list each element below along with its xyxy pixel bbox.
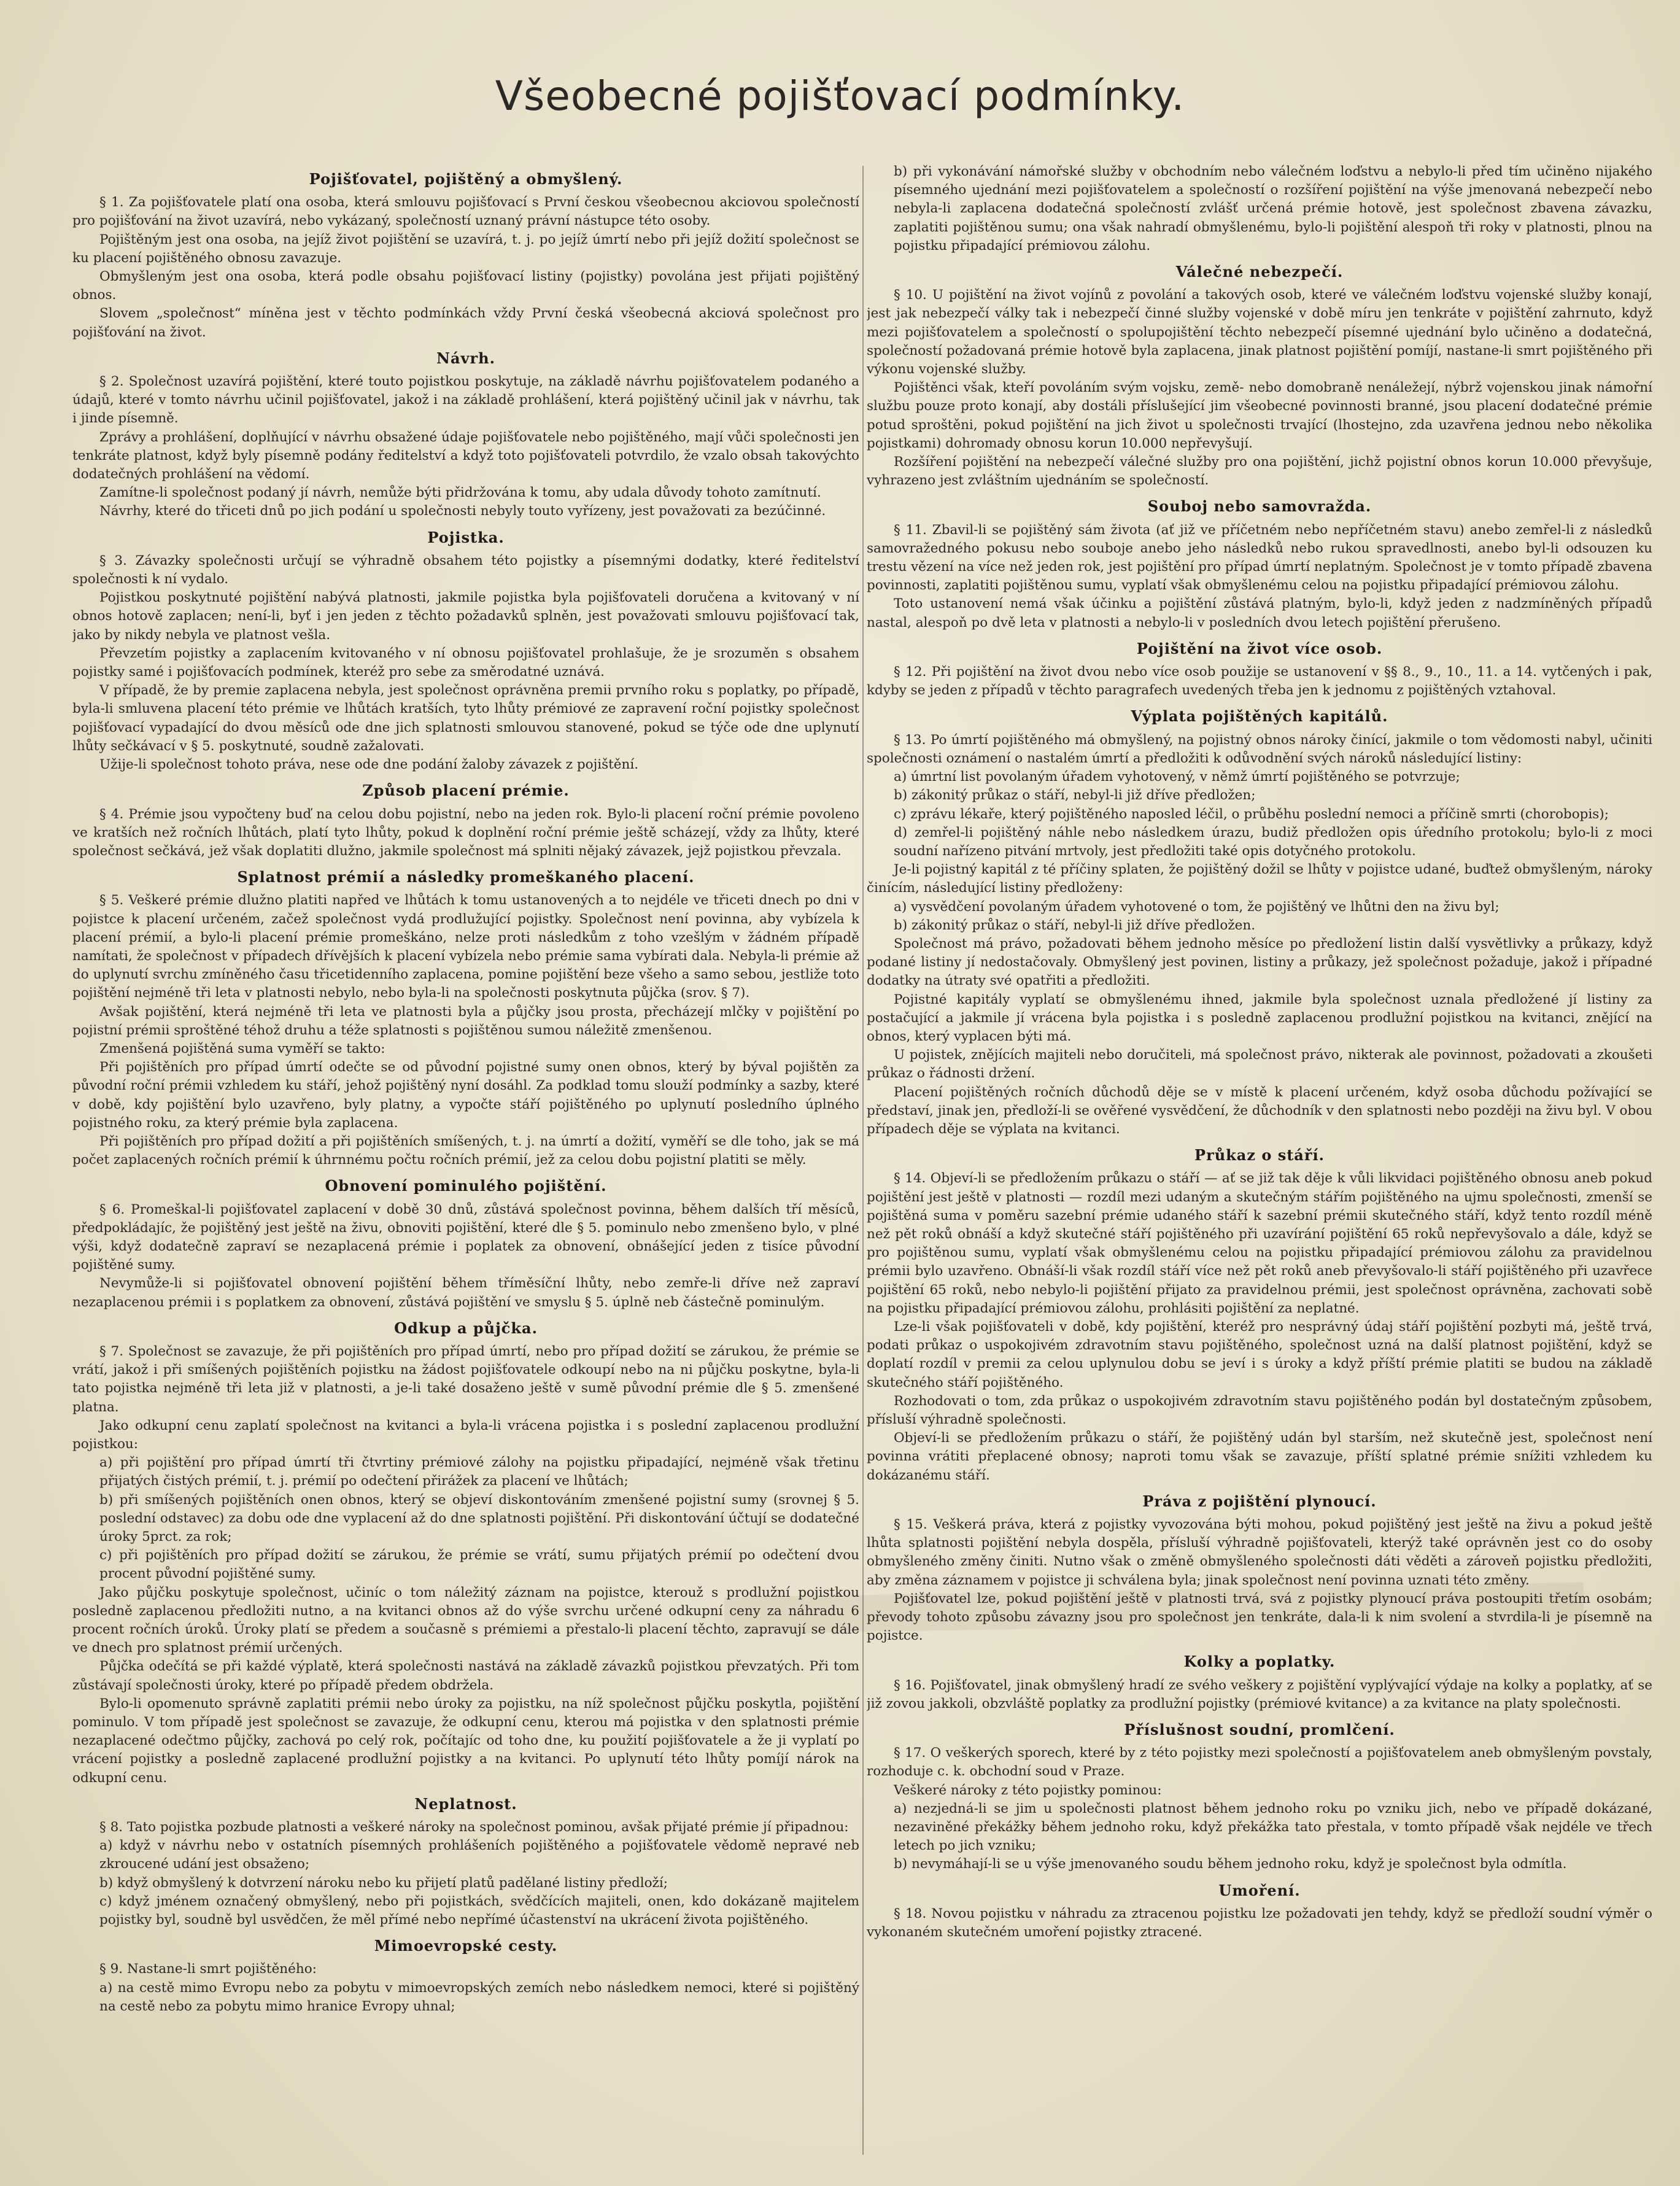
paragraph: Jako půjčku poskytuje společnost, učiníc o tom náležitý záznam na pojistce, kterouž s prodlužní pojistkou posledně zaplacenou předložiti nutno, a na kvitanci obnos až do výše svrchu určené odkupní ceny za náhradu 6 procent ročních úroků. Úroky platí se předem a současně s prémiemi a přestalo-li placení těchto, zapravují se dále ve dnech pro splatnost prémií určených. — [72, 1584, 859, 1656]
paragraph: § 2. Společnost uzavírá pojištění, které touto pojistkou poskytuje, na základě návrhu pojišťovatelem podaného a údajů, které v tomto návrhu učinil pojišťovatel, jakož i na základě prohlášení, která pojištěný učinil jak v návrhu, tak i jinde písemně. — [72, 374, 859, 427]
paragraph: Převzetím pojistky a zaplacením kvitovaného v ní obnosu pojišťovatel prohlašuje, že je srozuměn s obsahem pojistky samé i pojišťovacích podmínek, kteréž pro sebe za směrodatné uznává. — [72, 645, 859, 680]
paragraph: Pojistné kapitály vyplatí se obmyšlenému ihned, jakmile byla společnost uznala předložené jí listiny za postačující a jakmile jí vrácena byla pojistka i s posledně zaplacenou prodlužní pojistkou na kvitanci, znějící na obnos, který vyplacen býti má. — [867, 991, 1652, 1044]
paragraph: Lze-li však pojišťovateli v době, kdy pojištění, kteréž pro nesprávný údaj stáří pojištění pozbyti má, ještě trvá, podati průkaz o uspokojivém zdravotním stavu pojištěného, společnost uzná na další platnost pojištění, když se doplatí rozdíl v premii za celou uplynulou dobu se jeví i s úroky a když příští prémie platiti se budou na základě skutečného stáří pojištěného. — [867, 1319, 1652, 1390]
paragraph: Je-li pojistný kapitál z té příčiny splaten, že pojištěný dožil se lhůty v pojistce udané, buďtež obmyšleným, nároky činícím, následující listiny předloženy: — [867, 862, 1652, 896]
paragraph: Při pojištěních pro případ dožití a při pojištěních smíšených, t. j. na úmrtí a dožití, vyměří se dle toho, jak se má počet zaplacených ročních prémií k úhrnnému počtu ročních prémií, jež za celou dobu pojistní platiti se měly. — [72, 1133, 859, 1168]
section-heading: Návrh. — [436, 349, 495, 367]
list-item: b) zákonitý průkaz o stáří, nebyl-li již dříve předložen. — [894, 917, 1256, 933]
list-item: d) zemřel-li pojištěný náhle nebo následkem úrazu, budiž předložen opis úředního protokolu; bylo-li z moci soudní nařízeno pitvání mrtvoly, jest předložiti také opis dotyčného protokolu. — [894, 824, 1652, 859]
paragraph: § 5. Veškeré prémie dlužno platiti napřed ve lhůtách k tomu ustanovených a to nejdéle ve třiceti dnech po dni v pojistce k placení určeném, začež společnost vydá prodlužující pojistky. Společnost není povinna, aby vybízela k placení prémií, a bylo-li placení prémie promeškáno, nelze proti následkům z toho vzešlým v žádném případě namítati, že společnost v případech dřívějších k placení vybízela nebo prémie sama vybírati dala. Nebyla-li prémie až do uplynutí svrchu zmíněného času třicetidenního zaplacena, pomine pojištění beze všeho a samo sebou, jestliže toto pojištění nejméně tři leta v platnosti nebylo, nebo byla-li na společnosti poskytnuta půjčka (srov. § 7). — [72, 893, 859, 1001]
section-heading: Práva z pojištění plynoucí. — [1142, 1492, 1377, 1510]
paragraph: § 8. Tato pojistka pozbude platnosti a veškeré nároky na společnost pominou, avšak přijaté prémie jí připadnou: — [99, 1820, 849, 1835]
list-item: b) zákonitý průkaz o stáří, nebyl-li již dříve předložen; — [894, 788, 1256, 804]
column-divider — [862, 166, 864, 2155]
paragraph: § 14. Objeví-li se předložením průkazu o stáří — ať se již tak děje k vůli likvidaci pojištěného obnosu aneb pokud pojištění jest ještě v platnosti — rozdíl mezi udaným a skutečným stářím pojištěného na ujmu společnosti, zmenší se pojištěná suma v poměru sazební prémie udaného stáří k sazební prémii skutečného stáří, když tento rozdíl méně než pět roků obnáší a když skutečné stáří pojištěného při uzavírání pojištění 65 roků nepřevyšovalo a dále, když se pro pojištěnou sumu, vyplatí však obmyšlenému celou na pojistku připadající prémiovou zálohu za pravidelnou prémii bylo uzavřeno. Obnáší-li však rozdíl stáří více než pět roků aneb převyšovalo-li stáří pojištěného při uzavřece pojištění 65 roků, nebo nebylo-li pojištění přijato za pravidelnou prémii, jest společnost oprávněna, zachovati sobě na pojistku připadající prémiovou zálohu, prohlásiti pojištění za neplatné. — [867, 1171, 1652, 1316]
paragraph: § 9. Nastane-li smrt pojištěného: — [99, 1961, 317, 1977]
paragraph: § 1. Za pojišťovatele platí ona osoba, která smlouvu pojišťovací s První českou všeobecnou akciovou společností pro pojišťování na život uzavírá, nebo vykázaný, společností uznaný právní nástupce této osoby. — [72, 195, 859, 229]
list-item: a) na cestě mimo Evropu nebo za pobytu v mimoevropských zemích nebo následkem nemoci, které si pojištěný na cestě nebo za pobytu mimo hranice Evropy uhnal; — [99, 1980, 859, 2014]
section-heading: Obnovení pominulého pojištění. — [325, 1177, 607, 1195]
paragraph: Společnost má právo, požadovati během jednoho měsíce po předložení listin další vysvětlivky a průkazy, když podané listiny jí nedostačovaly. Obmyšlený jest povinen, listiny a průkazy, jež společnost požaduje, jakož i případné dodatky na útraty své opatřiti a předložiti. — [867, 936, 1652, 989]
paragraph: Užije-li společnost tohoto práva, nese ode dne podání žaloby závazek z pojištění. — [99, 757, 639, 773]
section-heading: Výplata pojištěných kapitálů. — [1131, 707, 1388, 726]
paragraph: Půjčka odečítá se při každé výplatě, která společnosti nastává na základě závazků pojistkou převzatých. Při tom zůstávají společnosti úroky, které po případě předem obdržela. — [72, 1659, 859, 1693]
section-heading: Pojištění na život více osob. — [1136, 639, 1383, 657]
list-item: c) při pojištěních pro případ dožití se zárukou, že prémie se vrátí, sumu přijatých prémií po odečtení dvou procent původní pojištěné sumy. — [99, 1548, 859, 1582]
list-item: a) při pojištění pro případ úmrtí tři čtvrtiny prémiové zálohy na pojistku připadající, nejméně však třetinu přijatých čistých prémií, t. j. prémií po odečtení přirážek za placení ve lhůtách; — [99, 1455, 859, 1489]
list-item: b) nevymáhají-li se u výše jmenovaného soudu během jednoho roku, když je společnost byla odmítla. — [894, 1856, 1567, 1872]
section-heading: Pojistka. — [427, 528, 505, 546]
paragraph: Veškeré nároky z této pojistky pominou: — [894, 1782, 1162, 1798]
paragraph: § 16. Pojišťovatel, jinak obmyšlený hradí ze svého veškery z pojištění vyplývající výdaje na kolky a poplatky, ať se již zovou jakkoli, obzvláště poplatky za prodlužní pojistky (prémiové kvitance) a za kvitance na platy společnosti. — [867, 1677, 1652, 1711]
paragraph: § 4. Prémie jsou vypočteny buď na celou dobu pojistní, nebo na jeden rok. Bylo-li placení roční prémie povoleno ve kratších než ročních lhůtách, platí tyto lhůty, pokud k doplnění roční prémie ještě scházejí, vždy za lhůty, které společnost sečkává, jež však doplatiti dlužno, jakmile společnost má splniti nějaký závazek, jejž pojistkou převzala. — [72, 806, 859, 859]
paragraph: Rozhodovati o tom, zda průkaz o uspokojivém zdravotním stavu pojištěného podán byl dostatečným způsobem, přísluší výhradně společnosti. — [867, 1393, 1652, 1427]
list-item: c) zprávu lékaře, který pojištěného naposled léčil, o průběhu poslední nemoci a příčině smrti (chorobopis); — [894, 806, 1609, 822]
paragraph: V případě, že by premie zaplacena nebyla, jest společnost oprávněna premii prvního roku s poplatky, po případě, byla-li smluvena placení této prémie ve lhůtách kratších, tyto lhůty prémiové ze zapravení roční pojistky společnost pojišťovací vypadající do dvou měsíců ode dne jich splatnosti smlouvou stanovené, pokud se týče ode dne uplynutí lhůty sečkávací v § 5. poskytnuté, soudně zažalovati. — [72, 683, 859, 754]
paragraph: § 12. Při pojištění na život dvou nebo více osob použije se ustanovení v §§ 8., 9., 10., 11. a 14. vytčených i pak, kdyby se jeden z případů v těchto paragrafech uvedených třeba jen k jednomu z pojištěných vztahoval. — [867, 664, 1652, 699]
paragraph: Zamítne-li společnost podaný jí návrh, nemůže býti přidržována k tomu, aby udala důvody tohoto zamítnutí. — [99, 485, 821, 501]
paragraph: Pojistkou poskytnuté pojištění nabývá platnosti, jakmile pojistka byla pojišťovateli doručena a kvitovaný v ní obnos hotově zaplacen; není-li, byť i jen jeden z těchto požadavků splněn, jest považovati smlouvu pojišťovací tak, jako by nikdy nebyla ve platnost vešla. — [72, 590, 859, 643]
paragraph: Bylo-li opomenuto správně zaplatiti prémii nebo úroky za pojistku, na níž společnost půjčku poskytla, pojištění pominulo. V tom případě jest společnost se zavazuje, že odkupní cenu, kterou má pojistka v den splatnosti prémie nezaplacené odečtmo půjčky, zachová po celý rok, počítajíc od toho dne, ku použití pojišťovatele a že ji vyplatí po vrácení pojistky a posledně zaplacené prodlužní pojistky a na kvitanci. Po uplynutí této lhůty pomíjí nárok na odkupní cenu. — [72, 1696, 859, 1786]
paragraph: § 3. Závazky společnosti určují se výhradně obsahem této pojistky a písemnými dodatky, které ředitelství společnosti k ní vydalo. — [72, 552, 859, 587]
section-heading: Umoření. — [1218, 1881, 1301, 1899]
list-item: a) když v návrhu nebo v ostatních písemných prohlášeních pojištěného a pojišťovatele vědomě nepravé neb zkroucené udání jest obsaženo; — [99, 1838, 859, 1872]
section-heading: Pojišťovatel, pojištěný a obmyšlený. — [309, 170, 623, 188]
paragraph: § 15. Veškerá práva, která z pojistky vyvozována býti mohou, pokud pojištěný jest ještě na živu a pokud ještě lhůta splatnosti pojištění nebyla dospěla, přísluší výhradně pojišťovateli, kterýž také oprávněn jest co do osoby obmyšleného změny činiti. Nutno však o změně obmyšleného společnosti dáti věděti a zároveň pojistku předložiti, aby změna záznamem v pojistce ji schválena byla; jinak společnost není povinna uznati této změny. — [867, 1517, 1652, 1588]
paragraph: Toto ustanovení nemá však účinku a pojištění zůstává platným, bylo-li, když jeden z nadzmíněných případů nastal, alespoň po dvě leta v platnosti a nebylo-li v posledních dvou letech pojištění přerušeno. — [867, 596, 1652, 630]
section-heading: Splatnost prémií a následky promeškaného placení. — [237, 868, 695, 886]
list-item: c) když jménem označený obmyšlený, nebo při pojistkách, svědčících majiteli, onen, kdo dokázaně majitelem pojistky byl, soudně byl usvědčen, že měl přímé nebo nepřímé účastenství na ukrácení života pojištěného. — [99, 1893, 859, 1928]
paragraph: Pojištěným jest ona osoba, na jejíž život pojištění se uzavírá, t. j. po jejíž úmrtí nebo při jejíž dožití společnost se ku placení pojištěného obnosu zavazuje. — [72, 231, 859, 266]
paragraph: Návrhy, které do třiceti dnů po jich podání u společnosti nebyly touto vyřízeny, jest považovati za bezúčinné. — [99, 503, 826, 519]
right-column — [867, 163, 1652, 2155]
paragraph: § 10. U pojištění na život vojínů z povolání a takových osob, které ve válečném loďstvu vojenské služby konají, jest jak nebezpečí války tak i nebezpečí činné služby vojenské v době míru jen tenkráte v pojištění zahrnuto, když mezi pojišťovatelem a společností o spolupojištění těchto nebezpečí písemné ujednání bylo učiněno a dodatečná, společností požadovaná prémie hotově byla zaplacena, jinak platnost pojištění pomíjí, nastane-li smrt pojištěného při výkonu vojenské služby. — [867, 287, 1652, 378]
paragraph: Avšak pojištění, která nejméně tři leta ve platnosti byla a půjčky jsou prosta, přecházejí mlčky v pojištění po pojistní prémii sproštěné téhož druhu a téže splatnosti s pojištěnou sumou náležitě zmenšenou. — [72, 1004, 859, 1038]
paragraph: Při pojištěních pro případ úmrtí odečte se od původní pojistné sumy onen obnos, který by býval pojištěn za původní roční prémii vzhledem ku stáří, jehož pojištěný nyní dosáhl. Za podklad tomu slouží podmínky a sazby, které v době, kdy pojištění bylo uzavřeno, byly platny, a vypočte stáří pojištěného po uplynutí posledního úplného pojistného roku, za který prémie byla zaplacena. — [72, 1060, 859, 1131]
paragraph: Placení pojištěných ročních důchodů děje se v místě k placení určeném, když osoba důchodu požívající se představí, jinak jen, předloží-li se ověřené vysvědčení, že důchodník v den splatnosti nebo později na živu byl. V obou případech děje se výplata na kvitanci. — [867, 1084, 1652, 1137]
paragraph: Pojišťovatel lze, pokud pojištění ještě v platnosti trvá, svá z pojistky plynoucí práva postoupiti třetím osobám; převody tohoto způsobu závazny jsou pro společnost jen tenkráte, dala-li k nim svolení a stvrdila-li je písemně na pojistce. — [867, 1591, 1652, 1644]
section-heading: Průkaz o stáří. — [1194, 1146, 1325, 1165]
list-item: b) při smíšených pojištěních onen obnos, který se objeví diskontováním zmenšené pojistní sumy (srovnej § 5. poslední odstavec) za dobu ode dne vyplacení až do dne splatnosti pojištění. Při diskontování účtují se dodatečné úroky 5prct. za rok; — [99, 1492, 859, 1545]
paragraph: Rozšíření pojištění na nebezpečí válečné služby pro ona pojištění, jichž pojistní obnos korun 10.000 převyšuje, vyhrazeno jest zvláštním ujednáním se společností. — [867, 454, 1652, 489]
paragraph: Zmenšená pojištěná suma vyměří se takto: — [99, 1041, 385, 1056]
section-heading: Příslušnost soudní, promlčení. — [1124, 1721, 1395, 1739]
section-heading: Způsob placení prémie. — [362, 781, 570, 800]
paragraph: Obmyšleným jest ona osoba, která podle obsahu pojišťovací listiny (pojistky) povolána jest přijati pojištěný obnos. — [72, 269, 859, 303]
left-column — [72, 163, 859, 2155]
section-heading: Válečné nebezpečí. — [1175, 263, 1344, 281]
paragraph: § 18. Novou pojistku v náhradu za ztracenou pojistku lze požadovati jen tehdy, když se předloží soudní výměr o vykonaném skutečném umoření pojistky ztracené. — [867, 1905, 1652, 1940]
paragraph: Slovem „společnost“ míněna jest v těchto podmínkách vždy První česká všeobecná akciová společnost pro pojišťování na život. — [72, 306, 859, 340]
list-item: b) při vykonávání námořské služby v obchodním nebo válečném loďstvu a nebylo-li před tím učiněno nijakého písemného ujednání mezi pojišťovatelem a společností o rozšíření pojištění na výše jmenovaná nebezpečí nebo nebyla-li zaplacena dodatečná společností zvlášť určená prémie hotově, jest společnost zbavena závazku, zaplatiti pojištěnou sumu; ona však nahradí obmyšlenému, bylo-li pojištění alespoň tři roky v platnosti, plnou na pojistku připadající prémiovou zálohu. — [894, 164, 1652, 254]
section-heading: Odkup a půjčka. — [394, 1319, 538, 1337]
section-heading: Kolky a poplatky. — [1183, 1653, 1336, 1671]
list-item: b) když obmyšlený k dotvrzení nároku nebo ku přijetí platů padělané listiny předloží; — [99, 1875, 668, 1891]
paragraph: § 6. Promeškal-li pojišťovatel zaplacení v době 30 dnů, zůstává společnost povinna, během dalších tří měsíců, předpokládajíc, že pojištěný jest ještě na živu, obnoviti pojištění, které dle § 5. pominulo nebo zmenšeno bylo, v plné výši, když dodatečně zapraví se nezaplacená prémie i poplatek za obnovení, obnášející jeden z tisíce původní pojištěné sumy. — [72, 1201, 859, 1273]
paragraph: § 17. O veškerých sporech, které by z této pojistky mezi společností a pojišťovatelem aneb obmyšleným povstaly, rozhoduje c. k. obchodní soud v Praze. — [867, 1745, 1652, 1780]
section-heading: Neplatnost. — [414, 1794, 517, 1813]
paragraph: Pojištěnci však, kteří povoláním svým vojsku, země- nebo domobraně nenáležejí, nýbrž vojenskou jinak námořní službu pouze proto konají, aby dostáli příslušející jim všeobecné povinnosti branné, jsou placení dodatečné prémie potud sproštěni, pokud pojištění na jich život u společnosti trvající (lhostejno, zda uzavřena jednou nebo několika pojistkami) dohromady obnosu korun 10.000 nepřevyšují. — [867, 380, 1652, 451]
paragraph: Zprávy a prohlášení, doplňující v návrhu obsažené údaje pojišťovatele nebo pojištěného, mají vůči společnosti jen tenkráte platnost, když byly písemně podány ředitelství a když toto pojišťovateli potvrdilo, že vzalo obsah takovýchto dodatečných prohlášení na vědomí. — [72, 429, 859, 483]
paragraph: § 11. Zbavil-li se pojištěný sám života (ať již ve příčetném nebo nepříčetném stavu) anebo zemřel-li z následků samovražedného pokusu nebo souboje anebo jeho následků nebo rukou spravedlnosti, anebo byl-li odsouzen ku trestu vězení na více než jeden rok, jest pojištění pro případ úmrtí neplatným. Společnost je v tomto případě zbavena povinnosti, zaplatiti pojištěnou sumu, vyplatí však obmyšlenému celou na pojistku připadající prémiovou zálohu. — [867, 522, 1652, 594]
list-item: a) úmrtní list povolaným úřadem vyhotovený, v němž úmrtí pojištěného se potvrzuje; — [894, 769, 1460, 785]
list-item: a) vysvědčení povolaným úřadem vyhotovené o tom, že pojištěný ve lhůtni den na živu byl; — [894, 899, 1500, 915]
list-item: a) nezjedná-li se jim u společnosti platnost během jednoho roku po vzniku jich, nebo ve případě dokázané, nezaviněné překážky během jednoho roku, když překážka tato přestala, v tomto případě však nejdéle ve třech letech po jich vzniku; — [894, 1800, 1652, 1854]
section-heading: Mimoevropské cesty. — [374, 1937, 558, 1955]
paragraph: Jako odkupní cenu zaplatí společnost na kvitanci a byla-li vrácena pojistka i s poslední zaplacenou prodlužní pojistkou: — [72, 1417, 859, 1452]
section-heading: Souboj nebo samovražda. — [1147, 497, 1372, 516]
paragraph: Nevymůže-li si pojišťovatel obnovení pojištění během tříměsíční lhůty, nebo zemře-li dříve než zapraví nezaplacenou prémii i s poplatkem za obnovení, zůstává pojištění ve smyslu § 5. úplně neb částečně pominulým. — [72, 1276, 859, 1310]
paragraph: U pojistek, znějících majiteli nebo doručiteli, má společnost právo, nikterak ale povinnost, požadovati a zkoušeti průkaz o řádnosti držení. — [867, 1047, 1652, 1082]
page-title: Všeobecné pojišťovací podmínky. — [495, 72, 1185, 120]
paragraph: § 7. Společnost se zavazuje, že při pojištěních pro případ úmrtí, nebo pro případ dožití se zárukou, že prémie se vrátí, jakož i při smíšených pojištěních pojistku na žádost pojišťovatele odkoupí nebo na ni půjčku poskytne, byla-li tato pojistka nejméně tři leta již v platnosti, a je-li také dosaženo ještě v sumě původní prémie dle § 5. zmenšené platna. — [72, 1343, 859, 1415]
paragraph: Objeví-li se předložením průkazu o stáří, že pojištěný udán byl starším, než skutečně jest, společnost není povinna vrátiti přeplacené obnosy; naproti tomu však se zavazuje, příští splatné prémie snížiti vzhledem ku dokázanému stáří. — [867, 1430, 1652, 1483]
paragraph: § 13. Po úmrtí pojištěného má obmyšlený, na pojistný obnos nároky činící, jakmile o tom vědomosti nabyl, učiniti společnosti oznámení o nastalém úmrtí a předložiti k odůvodnění svých nároků následující listiny: — [867, 732, 1652, 766]
